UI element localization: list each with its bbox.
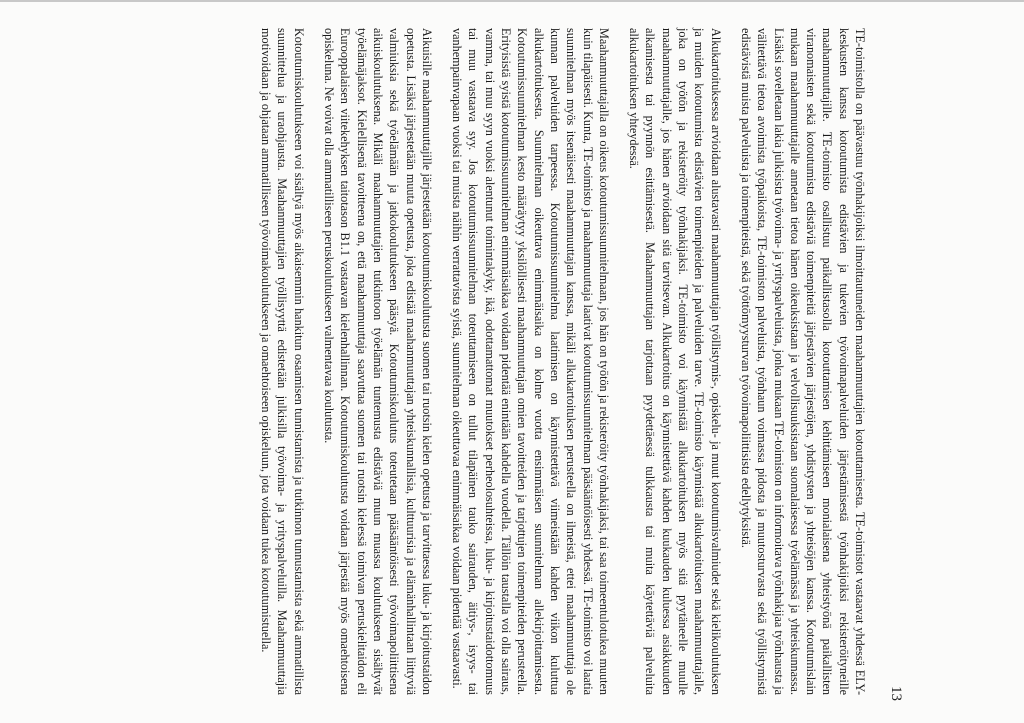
rotated-text-block (100, 0, 940, 723)
paragraph-integration-training: Aikuisille maahanmuuttajille järjestetään kotoutumiskoulutusta suomen tai ruotsin kielen opetusta ja tarvittaessa luku- ja kirjoitustaidon opetusta. Lisäksi järjestetään muuta opetusta, joka edistää maahanmuuttajan yhteiskunnallisia, kulttuurisia ja elämänhallintaan liittyviä valmiuksia sekä työelämään ja jatkokoulutukseen pääsyä. Kotoutumiskoulutus toteutetaan pääsääntöisesti työvoimapoliittisena aikuiskoulutuksena. Mikäli maahanmuuttajien tutkintoon työelämän tuntemusta edistäviä muun muassa koulutukseen sisältyvät työelämäjaksot. Kielellisenä tavoitteena on, että maahanmuuttaja saavuttaa suomen tai ruotsin kielessä toimivan peruskielitaidon eli Eurooppalaisen viitekehyksen taitotason B1.1 vastaavan kielenhallinnan. Kotoutumiskoulutusta voidaan järjestää myös omaehtoisena opiskeluna. Ne voivat olla ammatilliseen peruskoulutukseen valmentavaa koulutusta. (322, 28, 434, 695)
page-number: 13 (888, 686, 904, 701)
paragraph-te-office-responsibility: TE-toimistolla on päävastuu työnhakijoiksi ilmoittautuneiden maahanmuuttajien kotouttamisesta. TE-toimistot vastaavat yhdessä ELY-keskusten kanssa kotoutumista edistävien ja tukevien työvoimapalveluiden järjestämisestä työnhakijoiksi rekisteröityneille maahanmuuttajille. TE-toimisto osallistuu paikallistasolla kotouttamisen kehittämiseen monialaisena yhteistyönä paikallisten viranomaisten sekä kotoutumista edistäviä toimenpiteitä järjestävien järjestöjen, yhdistysten ja yhteisöjen kanssa. Kotoutumislain mukaan maahanmuuttajalle annetaan tietoa hänen oikeuksistaan ja velvollisuuksistaan suomalaisessa työelämässä ja yhteiskunnassa. Lisäksi sovelletaan lakia julkisista työvoima- ja yrityspalveluista, jonka mukaan TE-toimiston on informoitava työnhakijaa työnhausta ja välitettävä tietoa avoimista työpaikoista, TE-toimiston palveluista, työnhaun voimassa pidosta ja muutosturvasta sekä työllistymistä edistävistä muista palveluista ja toimenpiteistä, sekä työttömyysturvan työvoimapoliittisista edellytyksistä. (738, 28, 867, 695)
paragraph-initial-assessment: Alkukartoituksessa arvioidaan alustavasti maahanmuuttajan työllistymis-, opiskelu- ja muut kotoutumisvalmiudet sekä kielikoulutuksen ja muiden kotoutumista edistävien toimenpiteiden ja palveluiden tarve. TE-toimisto käynnistää alkukartoituksen maahanmuuttajalle, joka on työtön ja rekisteröity työnhakijaksi. TE-toimisto voi käynnistää alkukartoituksen myös sitä pyytäneelle muulle maahanmuuttajalle, jos hänen arvioidaan sitä tarvitsevan. Alkukartoitus on käynnistettävä kahden kuukauden kuluessa asiakkuuden alkamisesta tai pyynnön esittämisestä. Maahanmuuttajan tarjottaan pyydettäessä tulkkausta tai muita käytettäviä palveluita alkukartoituksen yhteydessä. (627, 28, 723, 695)
page-content (100, 0, 940, 723)
paragraph-integration-plan: Maahanmuuttajalla on oikeus kotoutumissuunnitelmaan, jos hän on työtön ja rekisteröity työnhakijaksi, tai saa toimeentulotukea muuten kuin tilapäisesti. Kunta, TE-toimisto ja maahanmuuttaja laativat kotoutumissuunnitelman pääsääntöisesti yhdessä. TE-toimisto voi laatia suunnitelman myös itsenäisesti maahanmuuttajan kanssa, mikäli alkukartoituksen perusteella on ilmeistä, ettei maahanmuuttaja ole kunnan palveluiden tarpeessa. Kotoutumissuunnitelma laatimisen on käynnistettävä viimeistään kahden viikon kuluttua alkukartoituksesta. Suunnitelman oikeuttava enimmäisaika on kolme vuotta ensimmäisen suunnitelman allekirjoittamisesta. Kotoutumissuunnitelman kesto määräytyy yksilöllisesti maahanmuuttajan omien tavoitteiden ja tarjottujen toimenpiteiden perusteella. Erityisistä syistä kotoutumissuunnitelman enimmäisaikaa voidaan pidentää enintään kahdella vuodella. Tällöin taustalla voi olla sairaus, vamma, tai muu syyn vuoksi alentunut toimintakyky, ikä, odottamattomat muutokset perheolosuhteissa, luku- ja kirjoitustaidottomuus tai muu vastaava syy. Jos kotoutumissuunnitelman toteuttamiseen on tullut tilapäinen tauko sairauden, äitiys-, isyys- tai vanhempainvapaan vuoksi tai muista näihin verrattavista syistä, suunnitelman oikeuttavaa enimmäisaikaa voidaan pidentää vastaavasti. (450, 28, 611, 695)
paragraph-recognition-and-employment: Kotoutumiskoulutukseen voi sisältyä myös aikaisemmin hankitun osaamisen tunnistamista ja tutkinnon tunnustamista sekä ammatillista suunnittelua ja uraohjausta. Maahanmuuttajien työllisyyttä edistetään julkisilla työvoima- ja yrityspalveluilla. Maahanmuuttajia motivoidaan ja ohjataan ammatilliseen työvoimakoulutukseen ja omaehtoiseen opiskeluun, jota voidaan tukea kotoutumistuella. (259, 28, 306, 695)
